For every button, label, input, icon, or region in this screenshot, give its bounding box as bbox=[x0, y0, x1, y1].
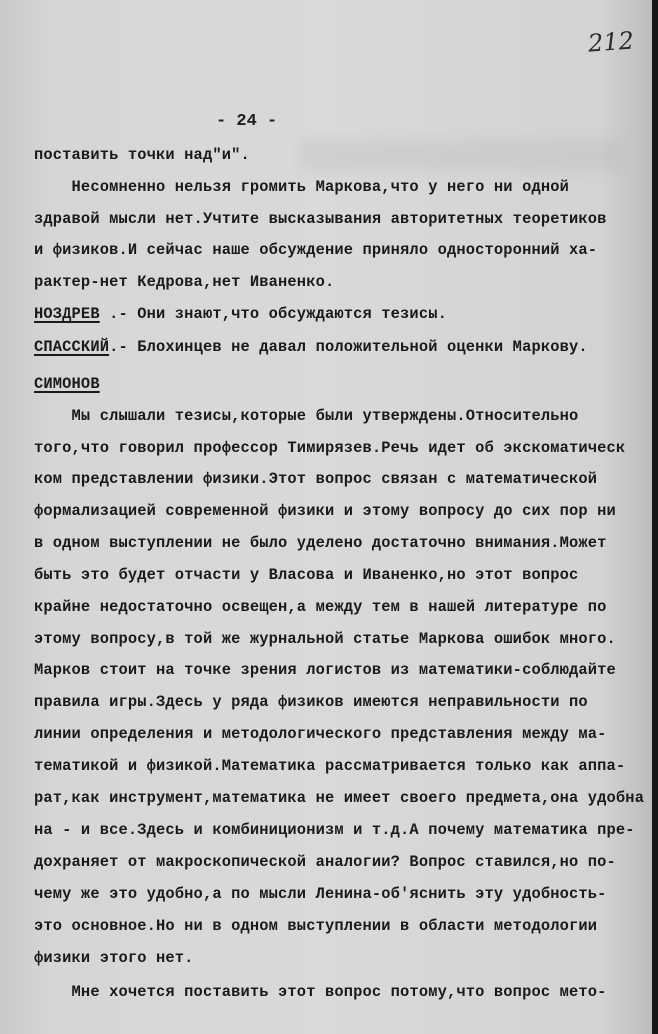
text-line: быть это будет отчасти у Власова и Иваненко,но этот вопрос bbox=[34, 566, 579, 584]
scan-border bbox=[652, 0, 658, 1034]
exchange-line-spassky bbox=[34, 340, 588, 355]
text-line: тематикой и физикой.Математика рассматривается только как аппа- bbox=[34, 757, 626, 775]
speaker-remark: .- Они знают,что обсуждаются тезисы. bbox=[99, 305, 447, 323]
folio-number: 212 bbox=[587, 26, 635, 58]
text-line: чему же это удобно,а по мысли Ленина-об'яснить эту удобность- bbox=[34, 885, 607, 903]
text-line: крайне недостаточно освещен,а между тем в нашей литературе по bbox=[34, 598, 607, 616]
speaker-heading-simonov: СИМОНОВ bbox=[34, 375, 100, 393]
text-line: это основное.Но ни в одном выступлении в области методологии bbox=[34, 917, 598, 935]
text-line: рактер-нет Кедрова,нет Иваненко. bbox=[34, 273, 335, 291]
exchange-line-nozdrev bbox=[34, 307, 447, 322]
text-line: Марков стоит на точке зрения логистов из математики-соблюдайте bbox=[34, 661, 616, 679]
text-line: и физиков.И сейчас наше обсуждение приняло односторонний ха- bbox=[34, 241, 598, 259]
page-number: - 24 - bbox=[216, 112, 278, 131]
text-line: линии определения и методологического представления между ма- bbox=[34, 725, 607, 743]
text-line: этому вопросу,в той же журнальной статье Маркова ошибок много. bbox=[34, 630, 616, 648]
text-line: рат,как инструмент,математика не имеет своего предмета,она удобна bbox=[34, 789, 645, 807]
speaker-remark: .- Блохинцев не давал положительной оценки Маркову. bbox=[109, 338, 588, 356]
bleed-through-shadow bbox=[300, 140, 620, 170]
text-line: Мы слышали тезисы,которые были утверждены.Относительно bbox=[34, 407, 579, 425]
text-line: здравой мысли нет.Учтите высказывания авторитетных теоретиков bbox=[34, 210, 607, 228]
text-line: физики этого нет. bbox=[34, 949, 194, 967]
text-line: формализацией современной физики и этому вопросу до сих пор ни bbox=[34, 502, 616, 520]
speaker-name: НОЗДРЕВ bbox=[34, 305, 100, 323]
speaker-name: СПАССКИЙ bbox=[34, 338, 110, 356]
text-line: в одном выступлении не было уделено достаточно внимания.Может bbox=[34, 534, 607, 552]
text-line: Мне хочется поставить этот вопрос потому,что вопрос мето- bbox=[34, 983, 607, 1001]
text-line: дохраняет от макроскопической аналогии? Вопрос ставился,но по- bbox=[34, 853, 616, 871]
text-line: на - и все.Здесь и комбиниционизм и т.д.А почему математика пре- bbox=[34, 821, 635, 839]
text-line: того,что говорил профессор Тимирязев.Речь идет об экскоматическ bbox=[34, 439, 626, 457]
text-line: правила игры.Здесь у ряда физиков имеются неправильности по bbox=[34, 693, 588, 711]
text-line: ком представлении физики.Этот вопрос связан с математической bbox=[34, 470, 598, 488]
text-line: Несомненно нельзя громить Маркова,что у него ни одной bbox=[34, 178, 569, 196]
text-line: поставить точки над"и". bbox=[34, 146, 250, 164]
